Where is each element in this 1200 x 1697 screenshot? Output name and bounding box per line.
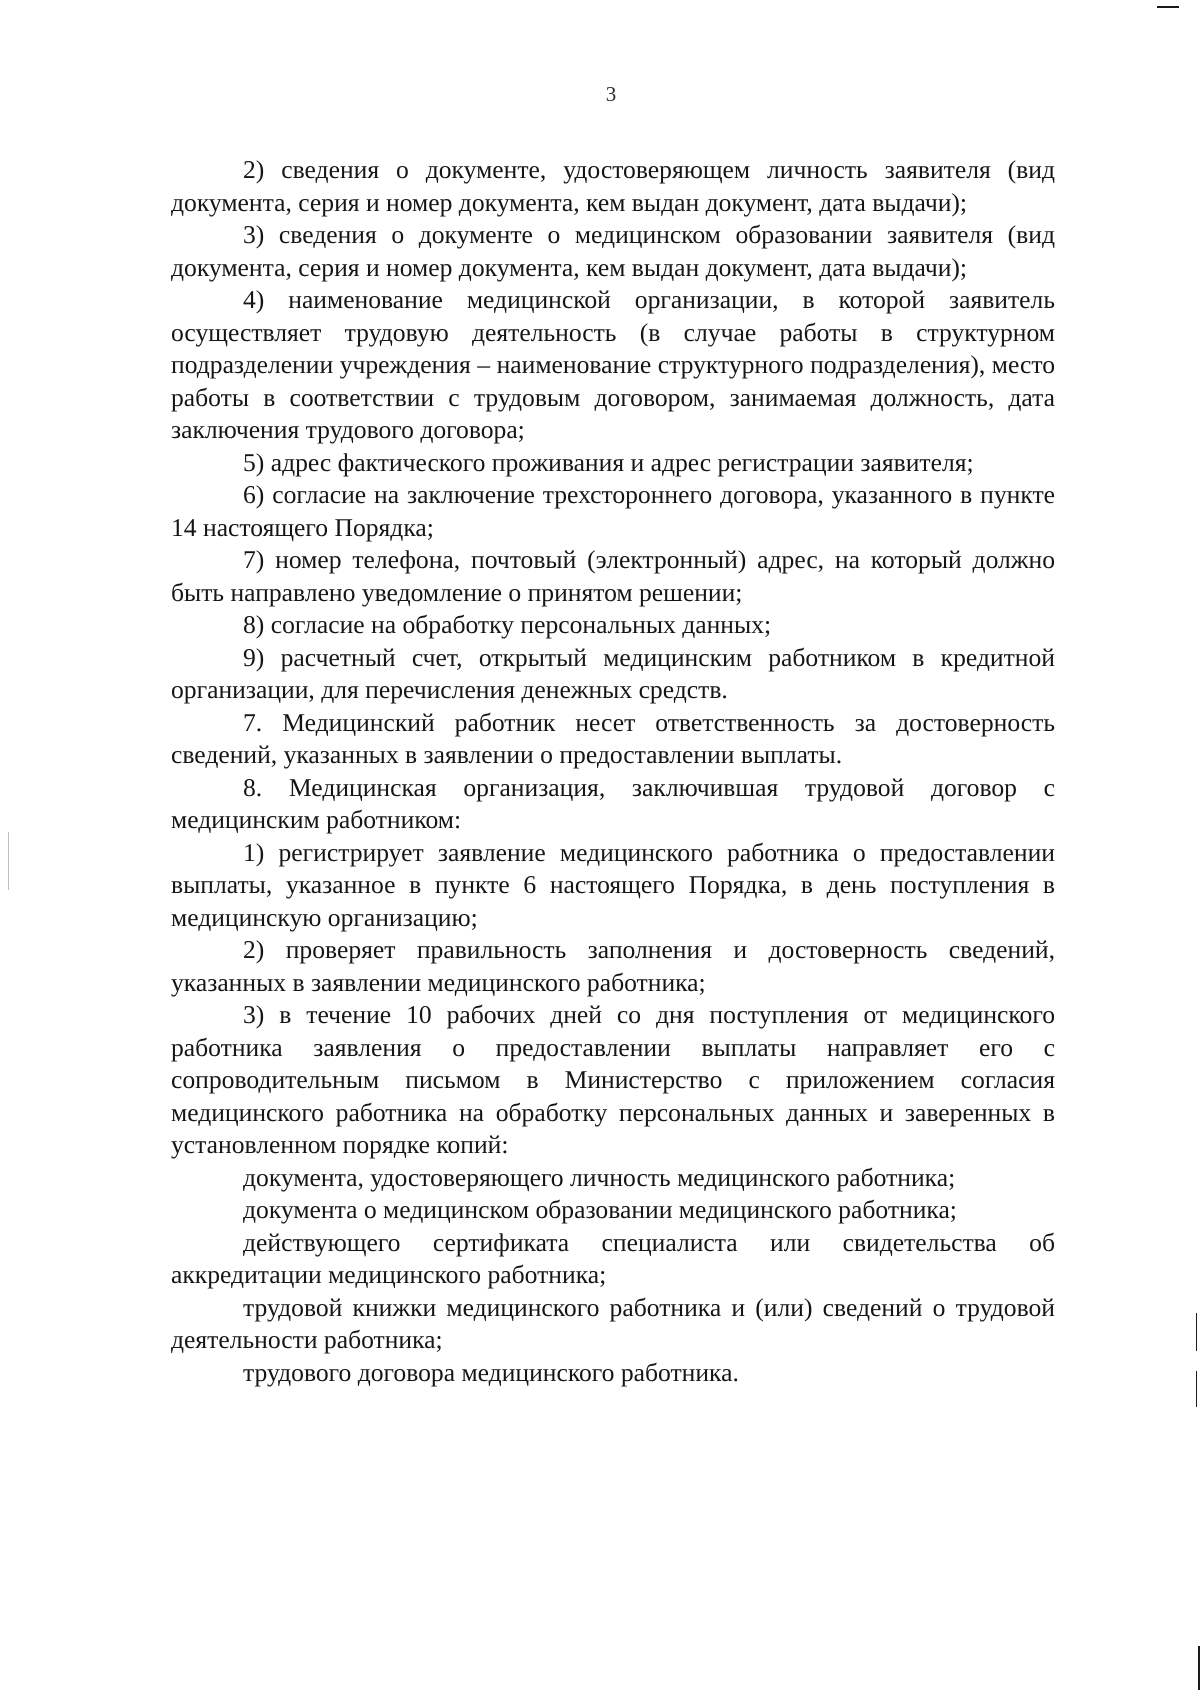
paragraph-item-8-personal-data-consent: 8) согласие на обработку персональных данных; bbox=[243, 610, 772, 639]
paragraph-item-6-tripartite-agreement: 6) согласие на заключение трехстороннего договора, указанного в пункте 14 настоящего Порядка; bbox=[171, 480, 1055, 542]
scan-edge-mark-right bbox=[1196, 1313, 1197, 1351]
scan-edge-mark-right bbox=[1196, 1371, 1197, 1407]
paragraph-item-5-address: 5) адрес фактического проживания и адрес регистрации заявителя; bbox=[243, 447, 974, 477]
paragraph-copy-certificate-or-accreditation: действующего сертификата специалиста или свидетельства об аккредитации медицинского работника; bbox=[171, 1227, 1055, 1289]
page-number: 3 bbox=[605, 82, 617, 106]
scan-edge-mark-top bbox=[1157, 6, 1179, 8]
paragraph-duty-2-check-information: 2) проверяет правильность заполнения и достоверность сведений, указанных в заявлении медицинского работника; bbox=[171, 935, 1055, 997]
paragraph-section-8-medical-organization-duties: 8. Медицинская организация, заключившая трудовой договор с медицинским работником: bbox=[171, 772, 1055, 834]
scan-edge-mark-left bbox=[8, 832, 9, 890]
paragraph-item-4-medical-organization: 4) наименование медицинской организации, в которой заявитель осуществляет трудовую деятельность (в случае работы в структурном подразделении учреждения – наименование структурного подразделения), место работы в соответствии с трудовым договором, занимаемая должность, дата заключения трудового договора; bbox=[171, 285, 1055, 444]
paragraph-copy-employment-record: трудовой книжки медицинского работника и (или) сведений о трудовой деятельности работника; bbox=[171, 1292, 1055, 1354]
paragraph-item-3-medical-education-document: 3) сведения о документе о медицинском образовании заявителя (вид документа, серия и номер документа, кем выдан документ, дата выдачи); bbox=[171, 220, 1055, 282]
paragraph-copy-employment-contract: трудового договора медицинского работника. bbox=[243, 1357, 739, 1387]
paragraph-copy-education-document: документа о медицинском образовании медицинского работника; bbox=[243, 1195, 957, 1224]
paragraph-duty-3-send-to-ministry: 3) в течение 10 рабочих дней со дня поступления от медицинского работника заявления о предоставлении выплаты направляет его с сопроводительным письмом в Министерство с приложением согласия медицинского работника на обработку персональных данных и заверенных в установленном порядке копий: bbox=[171, 1000, 1055, 1159]
paragraph-section-7-responsibility: 7. Медицинский работник несет ответственность за достоверность сведений, указанных в заявлении о предоставлении выплаты. bbox=[171, 707, 1055, 769]
paragraph-item-7-contact-details: 7) номер телефона, почтовый (электронный) адрес, на который должно быть направлено уведомление о принятом решении; bbox=[171, 545, 1055, 607]
paragraph-duty-1-register-application: 1) регистрирует заявление медицинского работника о предоставлении выплаты, указанное в пункте 6 настоящего Порядка, в день поступления в медицинскую организацию; bbox=[171, 837, 1055, 932]
paragraph-item-2-identity-document: 2) сведения о документе, удостоверяющем личность заявителя (вид документа, серия и номер документа, кем выдан документ, дата выдачи); bbox=[171, 155, 1055, 217]
paragraph-copy-identity-document: документа, удостоверяющего личность медицинского работника; bbox=[243, 1162, 956, 1192]
document-body bbox=[171, 154, 1055, 1389]
paragraph-item-9-bank-account: 9) расчетный счет, открытый медицинским работником в кредитной организации, для перечисления денежных средств. bbox=[171, 642, 1055, 704]
